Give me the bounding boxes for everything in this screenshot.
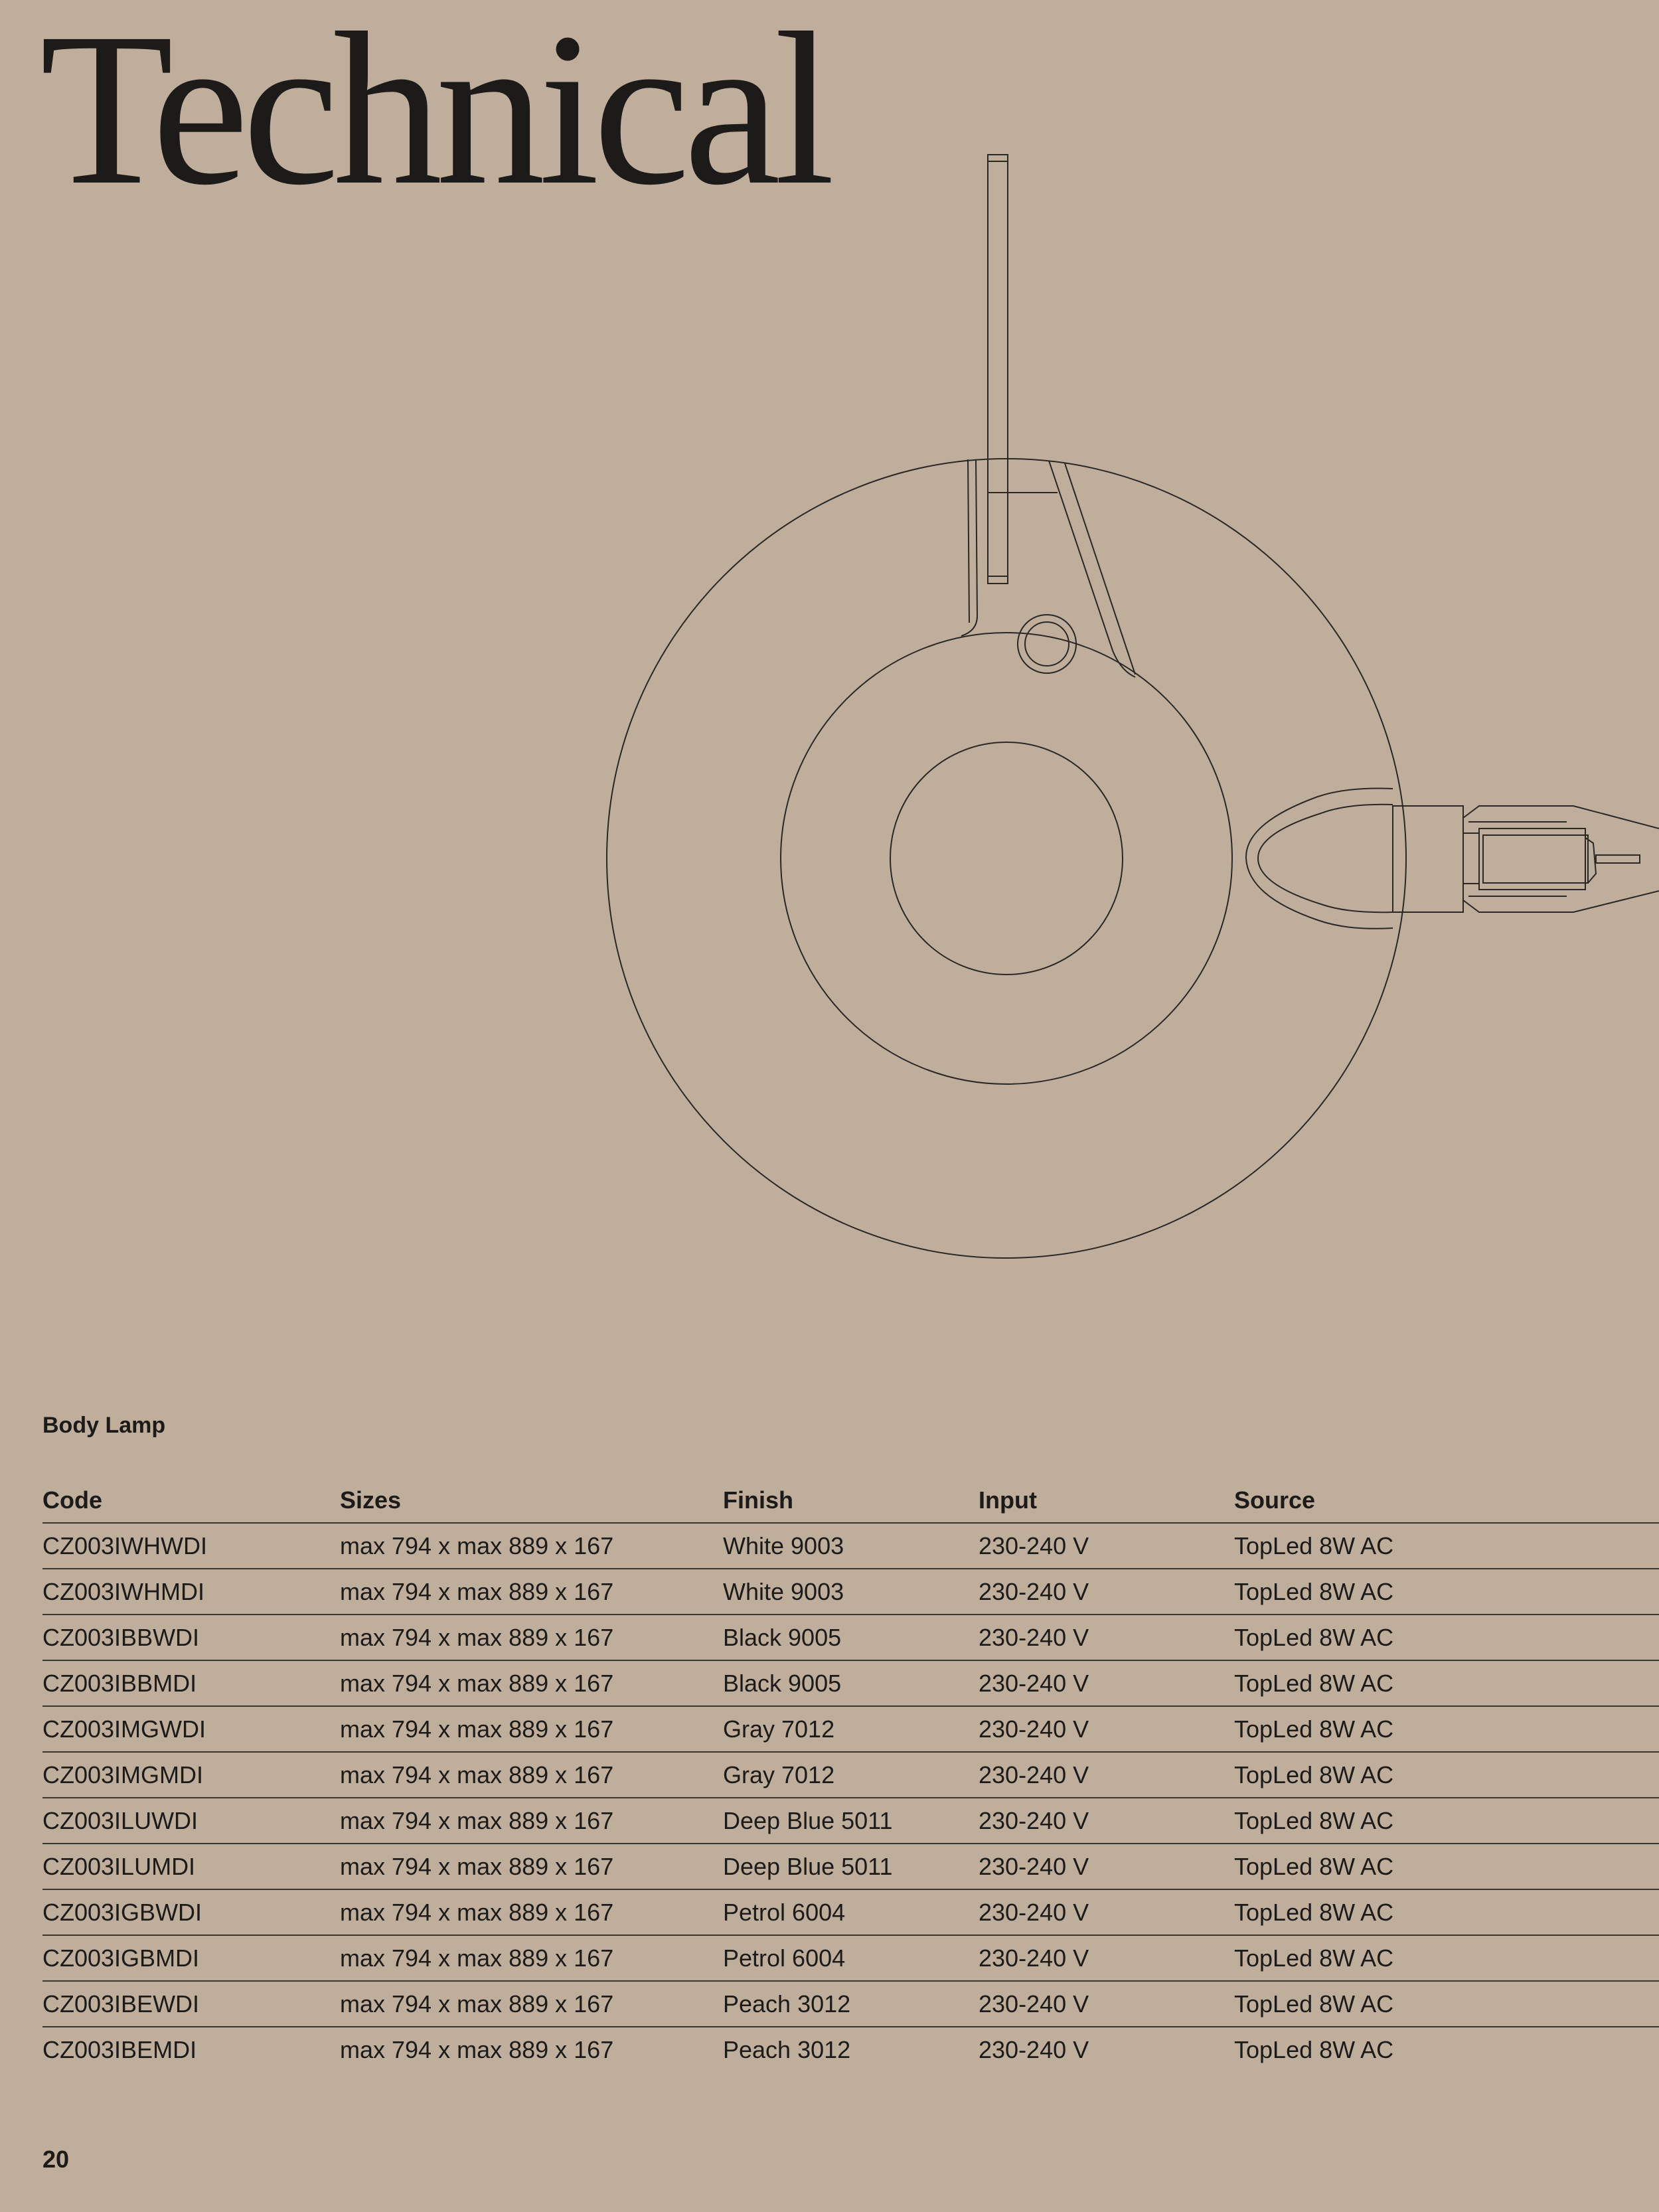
lamp-vertical-arm [988,155,1008,584]
cell-source: TopLed 8W AC [1234,1981,1659,2027]
cell-code: CZ003IMGWDI [42,1706,340,1752]
cell-sizes: max 794 x max 889 x 167 [340,1660,723,1706]
cell-finish: Peach 3012 [723,2035,851,2063]
lamp-connector-block [1393,806,1463,912]
cell-code: CZ003IBBMDI [42,1660,340,1706]
spec-table [42,1478,1659,2072]
table-row [42,1615,1659,1660]
cell-code: CZ003IBEMDI [42,2035,197,2063]
cell-finish: Peach 3012 [723,1981,979,2027]
cell-source: TopLed 8W AC [1234,1523,1659,1569]
cell-input: 230-240 V [979,1844,1234,1889]
cell-sizes: max 794 x max 889 x 167 [340,1798,723,1844]
table-row [42,1752,1659,1798]
cell-sizes: max 794 x max 889 x 167 [340,1844,723,1889]
cell-finish: Black 9005 [723,1615,979,1660]
cell-finish: Gray 7012 [723,1706,979,1752]
table-row [42,1569,1659,1615]
cell-input: 230-240 V [979,1981,1234,2027]
cell-source: TopLed 8W AC [1234,1615,1659,1660]
cell-sizes: max 794 x max 889 x 167 [340,2035,614,2063]
table-header-row [42,1478,1659,1523]
cell-finish: Petrol 6004 [723,1935,979,1981]
cell-source: TopLed 8W AC [1234,1798,1659,1844]
table-row [42,2027,1659,2072]
column-header-input: Input [979,1478,1234,1523]
lamp-diagonal-strut [1049,461,1135,677]
cell-sizes: max 794 x max 889 x 167 [340,1935,723,1981]
section-heading: Body Lamp [42,1413,166,1438]
page-title: Technical [40,0,829,230]
lamp-knob-inner [1025,622,1069,666]
cell-source: TopLed 8W AC [1234,1844,1659,1889]
cell-input: 230-240 V [979,1798,1234,1844]
cell-code: CZ003IMGMDI [42,1752,340,1798]
table-row [42,1798,1659,1844]
cell-sizes: max 794 x max 889 x 167 [340,1615,723,1660]
cell-sizes: max 794 x max 889 x 167 [340,1981,723,2027]
cell-finish: Deep Blue 5011 [723,1844,979,1889]
column-header-finish: Finish [723,1478,979,1523]
cell-source: TopLed 8W AC [1234,1935,1659,1981]
cell-input: 230-240 V [979,1752,1234,1798]
cell-input: 230-240 V [979,1889,1234,1935]
cell-source: TopLed 8W AC [1234,1752,1659,1798]
cell-sizes: max 794 x max 889 x 167 [340,1569,723,1615]
cell-code: CZ003IWHMDI [42,1569,340,1615]
cell-input: 230-240 V [979,1660,1234,1706]
lamp-center-hub [890,742,1123,975]
cell-sizes: max 794 x max 889 x 167 [340,1752,723,1798]
cell-code: CZ003IBBWDI [42,1615,340,1660]
table-row [42,1981,1659,2027]
lamp-inner-ring [781,633,1232,1084]
cell-input: 230-240 V [979,1615,1234,1660]
column-header-sizes: Sizes [340,1478,723,1523]
cell-source: TopLed 8W AC [1234,1706,1659,1752]
lamp-knob-outer [1018,615,1076,673]
cell-sizes: max 794 x max 889 x 167 [340,1889,723,1935]
cell-code: CZ003ILUMDI [42,1844,340,1889]
cell-input: 230-240 V [979,1935,1234,1981]
lamp-outer-disc [607,459,1406,1258]
table-row [42,1889,1659,1935]
table-row [42,1935,1659,1981]
cell-finish: White 9003 [723,1569,979,1615]
cell-source: TopLed 8W AC [1234,2035,1394,2063]
table-row [42,1523,1659,1569]
lamp-plug [1463,806,1659,829]
cell-sizes: max 794 x max 889 x 167 [340,1706,723,1752]
cell-input: 230-240 V [979,1706,1234,1752]
cell-source: TopLed 8W AC [1234,1889,1659,1935]
table-row [42,1706,1659,1752]
column-header-source: Source [1234,1478,1659,1523]
table-row [42,1844,1659,1889]
table-row [42,1660,1659,1706]
cell-finish: Deep Blue 5011 [723,1798,979,1844]
cell-input: 230-240 V [979,1523,1234,1569]
cell-finish: Petrol 6004 [723,1889,979,1935]
cell-sizes: max 794 x max 889 x 167 [340,1523,723,1569]
cell-code: CZ003IGBWDI [42,1889,340,1935]
cell-input: 230-240 V [979,1569,1234,1615]
cell-code: CZ003IBEWDI [42,1981,340,2027]
cell-code: CZ003IGBMDI [42,1935,340,1981]
page-number: 20 [42,2146,70,2173]
cell-source: TopLed 8W AC [1234,1569,1659,1615]
lamp-side-loop [1246,789,1393,929]
column-header-code: Code [42,1478,340,1523]
cell-finish: White 9003 [723,1523,979,1569]
cell-finish: Black 9005 [723,1660,979,1706]
cell-input: 230-240 V [979,2035,1089,2063]
cell-code: CZ003IWHWDI [42,1523,340,1569]
cell-code: CZ003ILUWDI [42,1798,340,1844]
cell-source: TopLed 8W AC [1234,1660,1659,1706]
cell-finish: Gray 7012 [723,1752,979,1798]
